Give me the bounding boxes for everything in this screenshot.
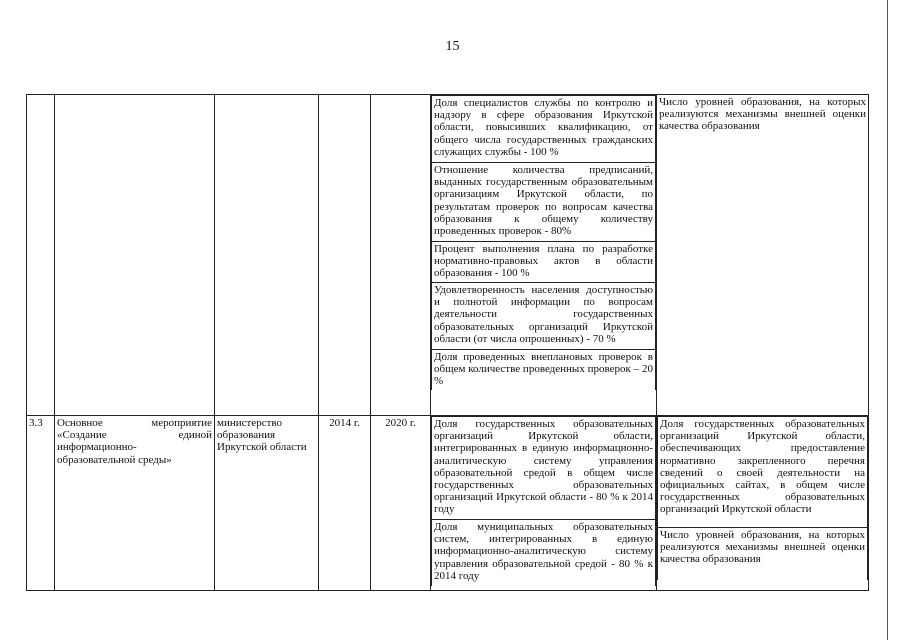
result-list bbox=[657, 416, 868, 580]
indicator-item: Доля государственных образовательных организаций Иркутской области, интегрированных в единую информационно-аналитическую систему управления образовательной средой в общем числе государственных образовательных организаций Иркутской области - 80 % к 2014 году bbox=[432, 417, 656, 520]
cell-result bbox=[657, 416, 869, 591]
indicator-item: Удовлетворенность населения доступностью и полнотой информации по вопросам деятельности государственных образовательных организаций Иркутской области (от числа опрошенных) - 70 % bbox=[432, 283, 656, 350]
result-item: Число уровней образования, на которых реализуются механизмы внешней оценки качества образования bbox=[658, 528, 868, 581]
page-edge-line bbox=[887, 0, 888, 640]
indicator-item: Доля специалистов службы по контролю и надзору в сфере образования Иркутской области, повысивших квалификацию, от общего числа государственных гражданских служащих службы - 100 % bbox=[432, 96, 656, 163]
page-number: 15 bbox=[445, 39, 460, 54]
cell-indicators bbox=[431, 95, 657, 416]
table-row-3-3 bbox=[27, 416, 869, 591]
cell-end bbox=[371, 95, 431, 416]
cell-start bbox=[319, 95, 371, 416]
program-measures-table bbox=[26, 94, 869, 591]
cell-end: 2020 г. bbox=[371, 416, 431, 591]
cell-executor: министерство образования Иркутской области bbox=[215, 416, 319, 591]
indicator-list bbox=[431, 95, 656, 390]
cell-number bbox=[27, 95, 55, 416]
cell-result: Число уровней образования, на которых реализуются механизмы внешней оценки качества образования bbox=[657, 95, 869, 416]
indicator-item: Процент выполнения плана по разработке нормативно-правовых актов в области образования - 100 % bbox=[432, 242, 656, 283]
cell-measure bbox=[55, 95, 215, 416]
cell-number: 3.3 bbox=[27, 416, 55, 591]
result-item: Доля государственных образовательных организаций Иркутской области, обеспечивающих предоставление нормативно закрепленного перечня сведений о своей деятельности на официальных сайтах, в общем числе государственных образовательных организаций Иркутской области bbox=[658, 417, 868, 528]
indicator-item: Доля проведенных внеплановых проверок в общем количестве проведенных проверок – 20 % bbox=[432, 350, 656, 391]
indicator-item: Доля муниципальных образовательных систем, интегрированных в единую информационно-аналитическую систему управления образовательной средой - 80 % к 2014 году bbox=[432, 520, 656, 587]
indicator-list bbox=[431, 416, 656, 586]
indicator-item: Отношение количества предписаний, выданных государственным образовательным организациям Иркутской области, по результатам проверок по вопросам качества образования к общему количеству проведенных проверок - 80% bbox=[432, 163, 656, 242]
table-row-continuation bbox=[27, 95, 869, 416]
cell-start: 2014 г. bbox=[319, 416, 371, 591]
cell-measure: Основное мероприятие «Создание единой информационно-образовательной среды» bbox=[55, 416, 215, 591]
cell-executor bbox=[215, 95, 319, 416]
cell-indicators bbox=[431, 416, 657, 591]
